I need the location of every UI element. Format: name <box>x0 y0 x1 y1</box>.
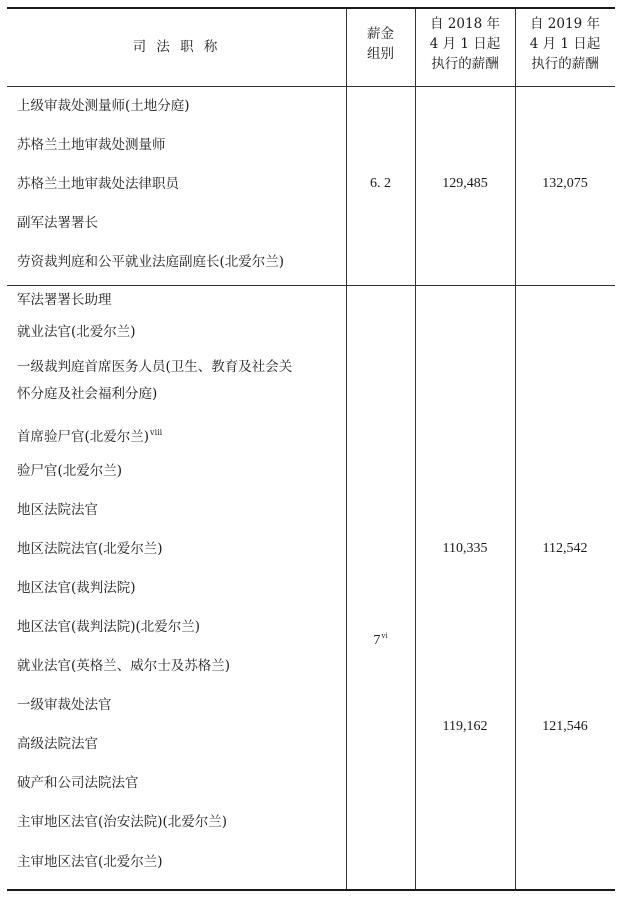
footnote-vi: vi <box>381 631 388 640</box>
group2-salary-group-value: 7 <box>373 633 381 648</box>
title-g2-3: 怀分庭及社会福利分庭) <box>17 386 158 402</box>
title-g1-0: 上级审裁处测量师(土地分庭) <box>17 98 190 114</box>
title-g2-7: 地区法院法官(北爱尔兰) <box>17 541 163 557</box>
header-2019-line2: 4 月 1 日起 <box>529 36 601 52</box>
title-g2-11: 一级审裁处法官 <box>17 697 112 713</box>
header-divider <box>7 86 615 87</box>
title-g2-1: 就业法官(北爱尔兰) <box>17 324 136 340</box>
title-g2-8: 地区法官(裁判法院) <box>17 580 136 596</box>
group1-pay-2019: 132,075 <box>542 176 588 191</box>
group2-salary-group <box>346 626 415 651</box>
group1-salary-group: 6. 2 <box>370 176 391 191</box>
header-group <box>346 24 415 64</box>
title-g1-2: 苏格兰土地审裁处法律职员 <box>17 176 179 192</box>
title-g2-12: 高级法院法官 <box>17 736 98 752</box>
title-g1-4: 劳资裁判庭和公平就业法庭副庭长(北爱尔兰) <box>17 254 285 270</box>
title-g1-1: 苏格兰土地审裁处测量师 <box>17 137 166 153</box>
group2-sub-b-pay-2018: 119,162 <box>442 719 488 734</box>
group2-sub-b-pay-2019: 121,546 <box>542 719 588 734</box>
title-g2-13: 破产和公司法院法官 <box>17 775 139 791</box>
header-2019-line3: 执行的薪酬 <box>531 56 599 72</box>
table-bottom-rule <box>7 889 615 891</box>
title-g1-3: 副军法署署长 <box>17 215 98 231</box>
footnote-viii: viii <box>150 428 163 437</box>
title-g2-9: 地区法官(裁判法院)(北爱尔兰) <box>17 619 201 635</box>
title-g2-10: 就业法官(英格兰、威尔士及苏格兰) <box>17 658 231 674</box>
col-divider-2 <box>415 9 416 889</box>
header-2018 <box>415 14 515 74</box>
group2-sub-a-pay-2019: 112,542 <box>542 541 588 556</box>
table-top-rule <box>7 7 615 9</box>
title-g2-15: 主审地区法官(北爱尔兰) <box>17 854 163 870</box>
group1-pay-2018: 129,485 <box>442 176 488 191</box>
title-g2-6: 地区法院法官 <box>17 502 98 518</box>
col-divider-1 <box>346 9 347 889</box>
col-divider-3 <box>515 9 516 889</box>
header-2018-line1: 自 2018 年 <box>430 16 500 32</box>
header-2019 <box>515 14 615 74</box>
title-g2-14: 主审地区法官(治安法院)(北爱尔兰) <box>17 814 228 830</box>
title-g2-5: 验尸官(北爱尔兰) <box>17 463 123 479</box>
header-title: 司 法 职 称 <box>132 39 221 55</box>
header-group-line1: 薪金 <box>367 26 394 42</box>
title-g2-4-text: 首席验尸官(北爱尔兰) <box>17 429 150 445</box>
header-2019-line1: 自 2019 年 <box>530 16 600 32</box>
group-divider <box>7 285 615 286</box>
title-g2-0: 军法署署长助理 <box>17 292 112 308</box>
title-g2-2: 一级裁判庭首席医务人员(卫生、教育及社会关 <box>17 359 293 375</box>
header-2018-line2: 4 月 1 日起 <box>429 36 501 52</box>
header-group-line2: 组别 <box>367 46 394 62</box>
group2-sub-a-pay-2018: 110,335 <box>442 541 488 556</box>
header-2018-line3: 执行的薪酬 <box>431 56 499 72</box>
title-g2-4 <box>17 423 162 447</box>
